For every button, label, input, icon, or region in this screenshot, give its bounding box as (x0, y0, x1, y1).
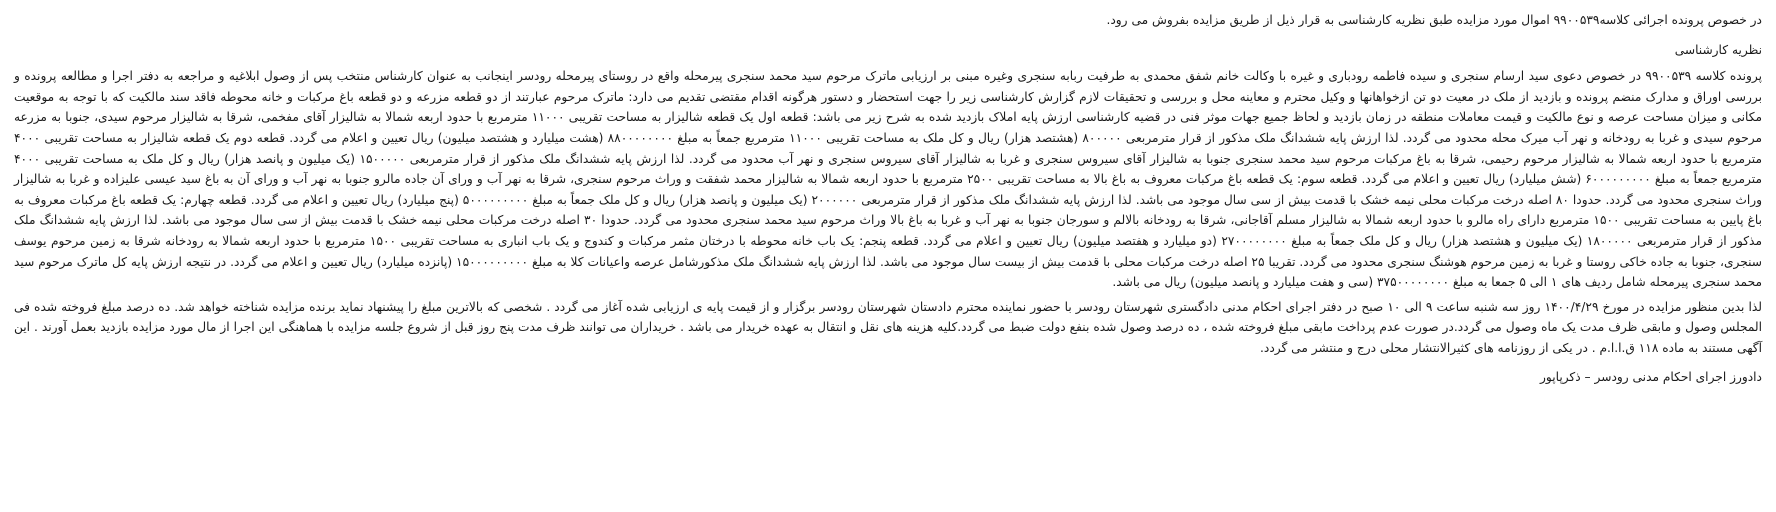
signature: دادورز اجرای احکام مدنی رودسر – ذکرپاپور (1540, 369, 1762, 384)
notice-intro: در خصوص پرونده اجرائی کلاسه۹۹۰۰۵۳۹ اموال مورد مزایده طبق نظریه کارشناسی به قرار ذیل از طریق مزایده بفروش می رود. (1106, 13, 1762, 27)
auction-terms: لذا بدین منظور مزایده در مورخ ۱۴۰۰/۴/۲۹ روز سه شنبه ساعت ۹ الی ۱۰ صبح در دفتر اجرای احکام مدنی دادگستری شهرستان رودسر با حضور نماینده محترم دادستان شهرستان رودسر برگزار و از قیمت پایه ی ارزیابی شده آغاز می گردد . شخصی که بالاترین مبلغ را پیشنهاد نماید برنده مزایده شناخته خواهد شد. ده درصد مبلغ فروخته شده فی المجلس وصول و مابقی ظرف مدت یک ماه وصول می گردد.در صورت عدم پرداخت مابقی مبلغ فروخته شده ، ده درصد وصول شده بنفع دولت ضبط می گردد.کلیه هزینه های نقل و انتقال به عهده خریدار می باشد . خریداران می توانند ظرف مدت پنج روز قبل از شروع جلسه مزایده با هماهنگی این اجرا از مال مورد مزایده بازدید بعمل آورند . این آگهی مستند به ماده ۱۱۸ ق.ا.ا.م . در یکی از روزنامه های کثیرالانتشار محلی درج و منتشر می گردد. (14, 299, 1762, 355)
expert-opinion-body: پرونده کلاسه ۹۹۰۰۵۳۹ در خصوص دعوی سید ارسام سنجری و سیده فاطمه رودباری و غیره با وکالت خانم شفق محمدی به طرفیت ربابه سنجری وغیره مبنی بر ارزیابی ماترک مرحوم سید محمد سنجری پیرمحله واقع در روستای پیرمحله رودسر اینجانب به عنوان کارشناس منتخب پس از وصول ابلاغیه و مراجعه به دفتر اجرا و مطالعه پرونده و بررسی اوراق و مدارک منضم پرونده و بازدید از ملک در معیت دو تن ازخواهانها و وکیل محترم و معاینه محل و بررسی و تحقیقات لازم گزارش کارشناسی زیر را جهت استحضار و دستور هرگونه اقدام مقتضی تقدیم می دارد: ماترک مرحوم عبارتند از دو قطعه مزرعه و دو قطعه باغ مرکبات و خانه محوطه فاقد سند مالکیت که با توجه به موقعیت مکانی و میزان مساحت عرصه و نوع مالکیت و قیمت معاملات منطقه در زمان بازدید و لحاظ جمیع جهات موثر فنی در قضیه کارشناسی ارزش پایه املاک بازدید شده به شرح زیر می باشد: قطعه اول یک قطعه شالیزار به مساحت تقریبی ۱۱۰۰۰ مترمربع با حدود اربعه شمالا به شالیزار آقای مفخمی، شرقا به شالیزار مرحوم سیدی، جنوبا به مزرعه مرحوم سیدی و غربا به رودخانه و نهر آب میرک محله محدود می گردد. لذا ارزش پایه ششدانگ ملک مذکور از قرار مترمربعی ۸۰۰۰۰۰ (هشتصد هزار) ریال و کل ملک به مساحت تقریبی ۱۱۰۰۰ مترمربع جمعاً به مبلغ ۸۸۰۰۰۰۰۰۰۰ (هشت میلیارد و هشتصد میلیون) ریال تعیین و اعلام می گردد. قطعه دوم یک قطعه شالیزار به مساحت تقریبی ۴۰۰۰ مترمربع با حدود اربعه شمالا به شالیزار مرحوم رحیمی، شرقا به باغ مرکبات مرحوم سید محمد سنجری جنوبا به شالیزار آقای سیروس سنجری و غربا به شالیزار آقای سیروس سنجری و نهر آب محدود می گردد. لذا ارزش پایه ششدانگ ملک مذکور از قرار مترمربعی ۱۵۰۰۰۰۰ (یک میلیون و پانصد هزار) ریال و کل ملک به مساحت تقریبی ۴۰۰۰ مترمربع جمعاً به مبلغ ۶۰۰۰۰۰۰۰۰۰ (شش میلیارد) ریال تعیین و اعلام می گردد. قطعه سوم: یک قطعه باغ مرکبات معروف به باغ بالا به مساحت تقریبی ۲۵۰۰ مترمربع با حدود اربعه شمالا به شالیزار محمد شفقت و وراث مرحوم سنجری، شرقا به نهر آب و ورای آن جاده مالرو جنوبا به نهر آب و ورای آن به باغ سید عیسی علیزاده و غربا به شالیزار وراث سنجری محدود می گردد. حدودا ۸۰ اصله درخت مرکبات محلی نیمه خشک با قدمت بیش از سی سال موجود می باشد. لذا ارزش پایه ششدانگ ملک مذکور از قرار مترمربعی ۲۰۰۰۰۰۰ (یک میلیون و پانصد هزار) ریال و کل ملک جمعاً به مبلغ ۵۰۰۰۰۰۰۰۰۰ (پنج میلیارد) ریال تعیین و اعلام می گردد. قطعه چهارم: یک قطعه باغ مرکبات معروف به باغ پایین به مساحت تقریبی ۱۵۰۰ مترمربع دارای راه مالرو با حدود اربعه شمالا به شالیزار مسلم آقاجانی، شرقا به رودخانه بالالم و سورجان جنوبا به نهر آب و غربا به باغ بالا وراث مرحوم سید محمد سنجری محدود می گردد. حدودا ۳۰ اصله درخت مرکبات محلی نیمه خشک با قدمت بیش از سی سال موجود می باشد. لذا ارزش پایه ششدانگ ملک مذکور از قرار مترمربعی ۱۸۰۰۰۰۰ (یک میلیون و هشتصد هزار) ریال و کل ملک جمعاً به مبلغ ۲۷۰۰۰۰۰۰۰۰ (دو میلیارد و هفتصد میلیون) ریال تعیین و اعلام می گردد. قطعه پنجم: یک باب خانه محوطه با درختان مثمر مرکبات و کندوج و یک باب انباری به مساحت تقریبی ۱۵۰۰ مترمربع با حدود اربعه شمالا به رودخانه شرقا به زمین مرحوم یوسف سنجری، جنوبا به جاده خاکی روستا و غربا به زمین مرحوم هوشنگ سنجری محدود می گردد. تقریبا ۲۵ اصله درخت مرکبات محلی با قدمت بیش از بیست سال موجود می باشد. لذا ارزش پایه ششدانگ ملک مذکورشامل عرصه واعیانات کلا به مبلغ ۱۵۰۰۰۰۰۰۰۰۰ (پانزده میلیارد) ریال تعیین و اعلام می گردد. در نتیجه ارزش پایه کل ماترک مرحوم سید محمد سنجری پیرمحله شامل ردیف های ۱ الی ۵ جمعا به مبلغ ۳۷۵۰۰۰۰۰۰۰۰ (سی و هفت میلیارد و پانصد میلیون) ریال می باشد. (14, 69, 1763, 290)
expert-opinion-heading: نظریه کارشناسی (1674, 42, 1762, 57)
